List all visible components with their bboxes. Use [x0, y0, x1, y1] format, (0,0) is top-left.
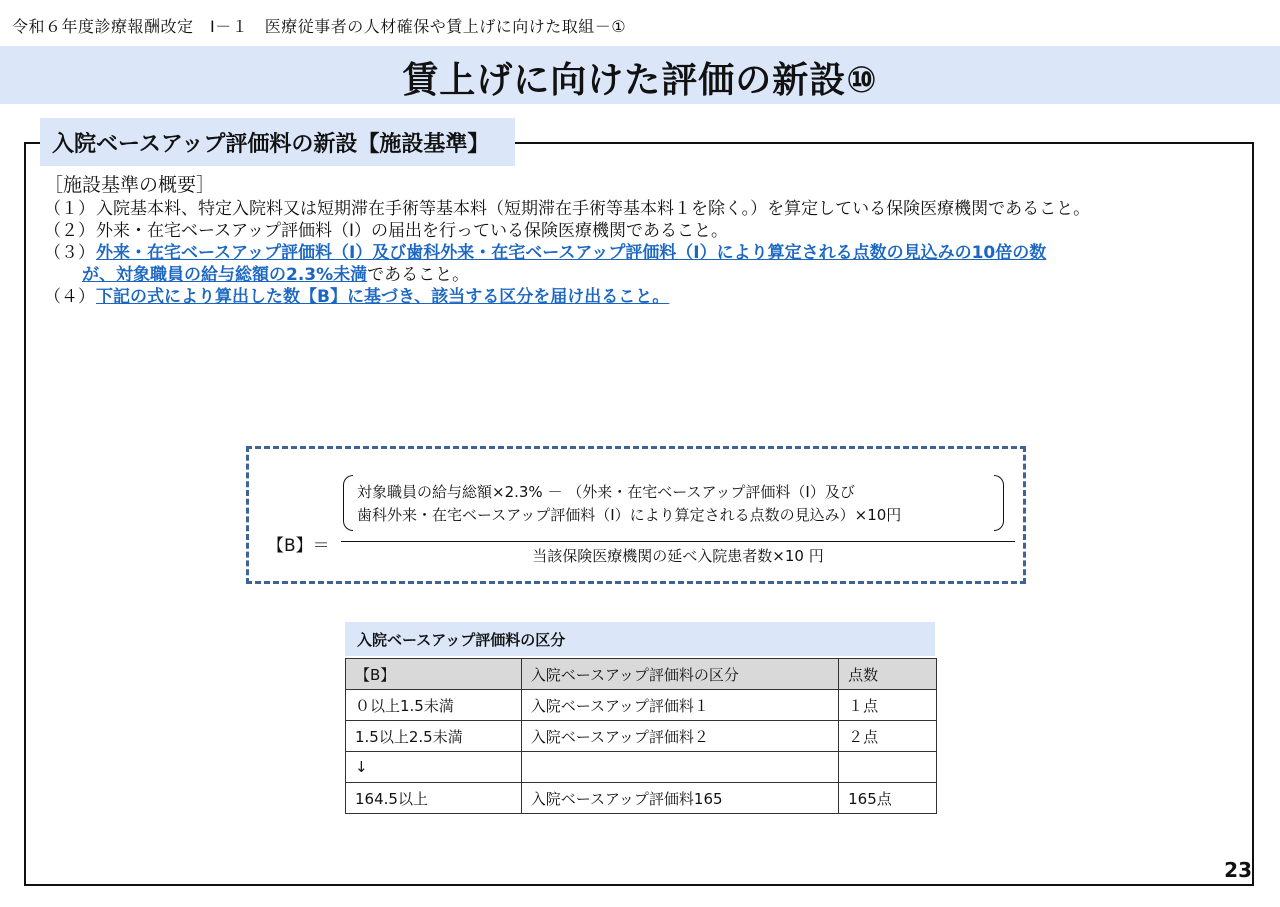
table-cell — [521, 752, 838, 783]
criteria-link-text[interactable]: が、対象職員の給与総額の2.3%未満 — [82, 265, 368, 285]
criteria-number: （１） — [44, 199, 95, 219]
fraction-line — [341, 541, 1015, 542]
table-cell — [839, 752, 937, 783]
table-row — [346, 752, 937, 783]
table-cell: 入院ベースアップ評価料165 — [521, 783, 838, 814]
formula-numerator-line1: 対象職員の給与総額×2.3% － （外来・在宅ベースアップ評価料（Ⅰ）及び — [357, 483, 855, 501]
criteria-item-3-continued — [44, 264, 1259, 286]
table-cell: ２点 — [839, 721, 937, 752]
table-row — [346, 783, 937, 814]
table-cell: １点 — [839, 690, 937, 721]
criteria-block — [44, 174, 1259, 308]
page-title: 賃上げに向けた評価の新設⑩ — [402, 60, 878, 101]
left-brace — [343, 475, 353, 531]
formula-numerator-line2: 歯科外来・在宅ベースアップ評価料（Ⅰ）により算定される点数の見込み）×10円 — [357, 506, 902, 524]
page-number: 23 — [1224, 858, 1252, 882]
criteria-number: （３） — [44, 243, 95, 263]
right-brace — [994, 475, 1004, 531]
column-header: 点数 — [839, 659, 937, 690]
criteria-item-3 — [44, 242, 1259, 264]
criteria-item-2 — [44, 220, 1259, 242]
formula-denominator: 当該保険医療機関の延べ入院患者数×10 円 — [532, 547, 824, 565]
criteria-text: 外来・在宅ベースアップ評価料（Ⅰ）の届出を行っている保険医療機関であること。 — [96, 221, 728, 241]
table-caption-text: 入院ベースアップ評価料の区分 — [357, 630, 566, 649]
criteria-text-tail: であること。 — [367, 265, 470, 285]
section-label-text: 入院ベースアップ評価料の新設【施設基準】 — [52, 131, 490, 157]
table-cell: 1.5以上2.5未満 — [346, 721, 522, 752]
criteria-number: （２） — [44, 221, 95, 241]
table-cell: 入院ベースアップ評価料２ — [521, 721, 838, 752]
criteria-number: （４） — [44, 287, 95, 307]
column-header: 【B】 — [346, 659, 522, 690]
table-cell: ↓ — [346, 752, 522, 783]
criteria-link-text[interactable]: 下記の式により算出した数【B】に基づき、該当する区分を届け出ること。 — [96, 287, 670, 307]
criteria-link-text[interactable]: 外来・在宅ベースアップ評価料（Ⅰ）及び歯科外来・在宅ベースアップ評価料（Ⅰ）により算定される点数の見込みの10倍の数 — [96, 243, 1047, 263]
table-cell: 入院ベースアップ評価料１ — [521, 690, 838, 721]
table-cell: 164.5以上 — [346, 783, 522, 814]
formula-box — [246, 446, 1026, 584]
table-cell: ０以上1.5未満 — [346, 690, 522, 721]
criteria-item-4 — [44, 286, 1259, 308]
table-cell: 165点 — [839, 783, 937, 814]
criteria-item-1 — [44, 198, 1259, 220]
criteria-heading: ［施設基準の概要］ — [44, 174, 216, 196]
table-header-row — [346, 659, 937, 690]
section-label — [40, 118, 515, 166]
breadcrumb: 令和６年度診療報酬改定 Ⅰ－１ 医療従事者の人材確保や賃上げに向けた取組－① — [12, 17, 627, 36]
table-row — [346, 721, 937, 752]
criteria-text: 入院基本料、特定入院料又は短期滞在手術等基本料（短期滞在手術等基本料１を除く。）を算定している保険医療機関であること。 — [96, 199, 1091, 219]
table-caption — [345, 622, 935, 656]
table-row — [346, 690, 937, 721]
column-header: 入院ベースアップ評価料の区分 — [521, 659, 838, 690]
base-up-table — [345, 658, 937, 814]
formula-lhs: 【B】＝ — [267, 536, 330, 556]
